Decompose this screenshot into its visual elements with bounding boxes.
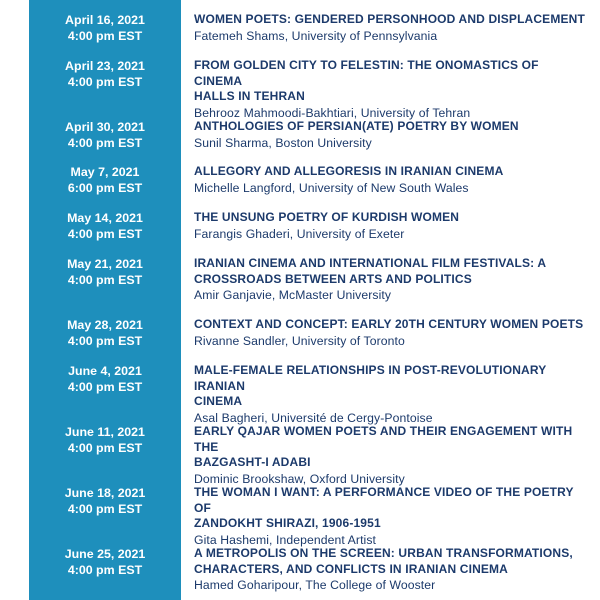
event-info	[194, 58, 586, 121]
event-speaker: Asal Bagheri, Université de Cergy-Pontoise	[194, 410, 433, 425]
event-speaker: Hamed Goharipour, The College of Wooster	[194, 578, 436, 592]
event-speaker: Gita Hashemi, Independent Artist	[194, 532, 377, 547]
event-info	[194, 12, 586, 44]
event-info	[194, 256, 586, 303]
event-date-block	[29, 58, 181, 90]
event-date-block	[29, 12, 181, 44]
event-title-line: CONTEXT AND CONCEPT: EARLY 20TH CENTURY WOMEN POETS	[194, 317, 584, 331]
event-info	[194, 424, 586, 487]
event-info	[194, 210, 586, 242]
event-date: April 30, 2021	[65, 120, 145, 134]
event-time: 6:00 pm EST	[67, 181, 143, 195]
event-date-block	[29, 424, 181, 456]
event-speaker: Amir Ganjavie, McMaster University	[194, 288, 392, 302]
event-date: June 25, 2021	[64, 547, 146, 561]
event-date: April 16, 2021	[65, 13, 145, 27]
event-time: 4:00 pm EST	[67, 273, 143, 287]
event-speaker: Farangis Ghaderi, University of Exeter	[194, 226, 405, 241]
event-date: May 21, 2021	[67, 257, 143, 271]
event-title-line: ANTHOLOGIES OF PERSIAN(ATE) POETRY BY WOMEN	[194, 119, 519, 133]
event-time: 4:00 pm EST	[67, 563, 143, 577]
event-time: 4:00 pm EST	[67, 136, 143, 150]
event-title-line: FROM GOLDEN CITY TO FELESTIN: THE ONOMASTICS OF CINEMA	[194, 58, 539, 88]
event-time: 4:00 pm EST	[67, 75, 143, 89]
event-date-block	[29, 164, 181, 196]
event-date-block	[29, 485, 181, 517]
event-date-block	[29, 119, 181, 151]
event-title-line: IRANIAN CINEMA AND INTERNATIONAL FILM FESTIVALS: A	[194, 256, 547, 270]
event-time: 4:00 pm EST	[67, 502, 143, 516]
event-date-block	[29, 363, 181, 395]
event-title-line: HALLS IN TEHRAN	[194, 89, 305, 103]
event-time: 4:00 pm EST	[67, 441, 143, 455]
event-date: May 7, 2021	[70, 165, 140, 179]
event-time: 4:00 pm EST	[67, 29, 143, 43]
event-date-block	[29, 546, 181, 578]
event-date: April 23, 2021	[65, 59, 145, 73]
event-title-line: CHARACTERS, AND CONFLICTS IN IRANIAN CINEMA	[194, 561, 508, 576]
event-title-line: ZANDOKHT SHIRAZI, 1906-1951	[194, 516, 381, 530]
event-title-line: A METROPOLIS ON THE SCREEN: URBAN TRANSFORMATIONS,	[194, 546, 573, 560]
event-speaker: Michelle Langford, University of New South Wales	[194, 180, 469, 195]
event-info	[194, 363, 586, 426]
event-title-line: BAZGASHT-I ADABI	[194, 455, 311, 469]
event-date: June 11, 2021	[65, 425, 145, 439]
event-date-block	[29, 210, 181, 242]
event-title-line: THE UNSUNG POETRY OF KURDISH WOMEN	[194, 210, 460, 224]
event-date: May 14, 2021	[67, 211, 143, 225]
event-title-line: WOMEN POETS: GENDERED PERSONHOOD AND DISPLACEMENT	[194, 12, 585, 26]
event-title-line: ALLEGORY AND ALLEGORESIS IN IRANIAN CINEMA	[194, 164, 504, 178]
event-title-line: CROSSROADS BETWEEN ARTS AND POLITICS	[194, 271, 472, 286]
event-date: June 18, 2021	[64, 486, 146, 500]
event-title-line: EARLY QAJAR WOMEN POETS AND THEIR ENGAGEMENT WITH THE	[194, 424, 573, 454]
event-info	[194, 119, 586, 151]
event-title-line: THE WOMAN I WANT: A PERFORMANCE VIDEO OF THE POETRY OF	[194, 485, 574, 515]
event-title-line: CINEMA	[194, 394, 243, 408]
event-info	[194, 164, 586, 196]
event-info	[194, 317, 586, 349]
event-time: 4:00 pm EST	[67, 380, 143, 394]
event-date-block	[29, 256, 181, 288]
event-info	[194, 546, 586, 593]
event-title-line: MALE-FEMALE RELATIONSHIPS IN POST-REVOLUTIONARY IRANIAN	[194, 363, 547, 393]
event-speaker: Dominic Brookshaw, Oxford University	[194, 471, 405, 486]
event-time: 4:00 pm EST	[67, 334, 143, 348]
event-speaker: Rivanne Sandler, University of Toronto	[194, 333, 405, 348]
event-speaker: Sunil Sharma, Boston University	[194, 135, 372, 150]
event-date: June 4, 2021	[68, 364, 142, 378]
event-speaker: Behrooz Mahmoodi-Bakhtiari, University of Tehran	[194, 105, 471, 120]
event-speaker: Fatemeh Shams, University of Pennsylvania	[194, 28, 438, 43]
event-date-block	[29, 317, 181, 349]
event-time: 4:00 pm EST	[67, 227, 143, 241]
event-info	[194, 485, 586, 548]
event-date: May 28, 2021	[67, 318, 143, 332]
